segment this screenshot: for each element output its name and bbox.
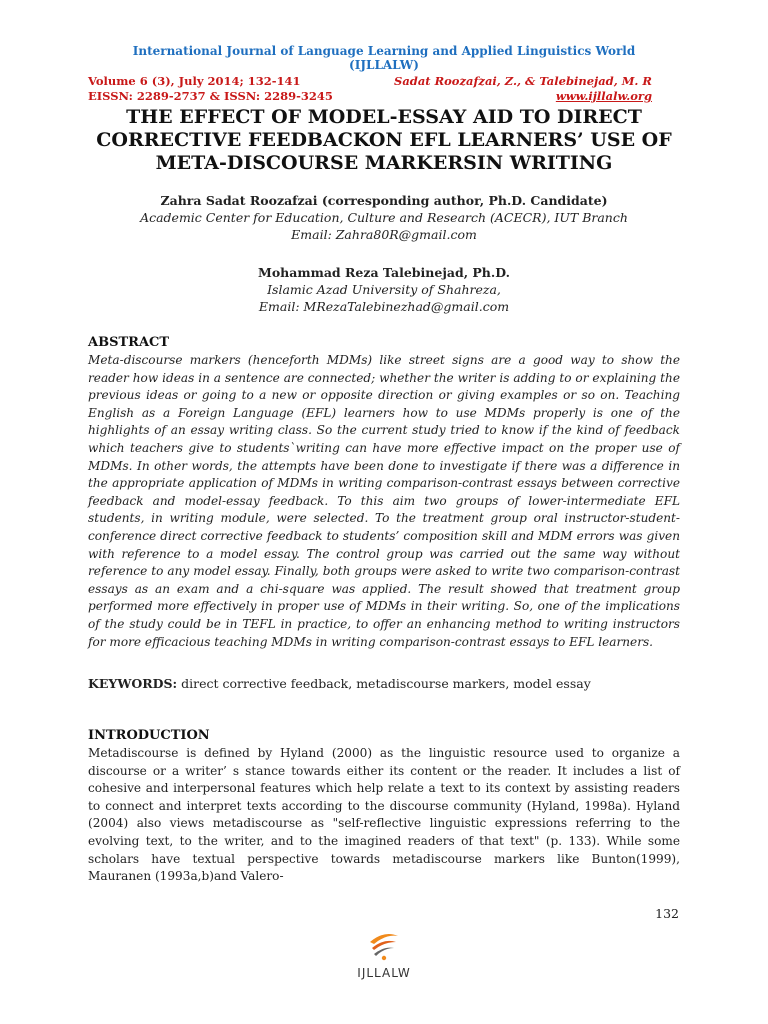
keywords-text: direct corrective feedback, metadiscourse markers, model essay [181,676,591,691]
journal-logo [334,928,434,988]
keywords-label: KEYWORDS: [88,676,178,691]
page-number: 132 [655,906,679,921]
author-block-1 [0,192,768,243]
keywords-line [88,676,591,691]
author-email: Email: MRezaTalebinezhad@gmail.com [258,299,510,314]
paper-title [60,106,708,175]
journal-name: International Journal of Language Learning and Applied Linguistics World [132,44,636,58]
issn-line: EISSN: 2289-2737 & ISSN: 2289-3245 [88,89,333,103]
author-email: Email: Zahra80R@gmail.com [291,227,477,242]
journal-url[interactable]: www.ijllalw.org [555,89,652,103]
author-block-2 [0,264,768,315]
title-line: META-DISCOURSE MARKERSIN WRITING [155,152,613,174]
introduction-body: Metadiscourse is defined by Hyland (2000) as the linguistic resource used to organize a discourse or a writer’ s stance towards either its content or the reader. It includes a list of cohesive and interpersonal features which help relate a text to its context by assisting readers to connect and interpret texts according to the discourse community (Hyland, 1998a). Hyland (2004) also views metadiscourse as "self-reflective linguistic expressions referring to the evolving text, to the writer, and to the imagined readers of that text" (p. 133). While some scholars have textual perspective towards metadiscourse markers like Bunton(1999), Mauranen (1993a,b)and Valero- [88,746,680,884]
title-line: CORRECTIVE FEEDBACKON EFL LEARNERS’ USE OF [96,129,672,151]
author-affiliation: Islamic Azad University of Shahreza, [267,282,501,297]
citation-info [394,74,652,104]
abstract-body: Meta-discourse markers (henceforth MDMs) like street signs are a good way to show the reader how ideas in a sentence are connected; whether the writer is adding to or explaining the previous ideas or going to a new or opposite direction or giving examples or so on. Teaching English as a Foreign Language (EFL) learners how to use MDMs properly is one of the highlights of an essay writing class. So the current study tried to know if the kind of feedback which teachers give to students`writing can have more effective impact on the proper use of MDMs. In other words, the attempts have been done to investigate if there was a difference in the appropriate application of MDMs in writing comparison-contrast essays between corrective feedback and model-essay feedback. To this aim two groups of lower-intermediate EFL students, in writing module, were selected. To the treatment group oral instructor-student-conference direct corrective feedback to students’ composition skill and MDM errors was given with reference to a model essay. The control group was carried out the same way without reference to any model essay. Finally, both groups were asked to write two comparison-contrast essays as an exam and a chi-square was applied. The result showed that treatment group performed more effectively in proper use of MDMs in their writing. So, one of the implications of the study could be in TEFL in practice, to offer an enhancing method to writing instructors for more efficacious teaching MDMs in writing comparison-contrast essays to EFL learners. [88,353,680,649]
author-name: Mohammad Reza Talebinejad, Ph.D. [258,265,510,280]
running-authors: Sadat Roozafzai, Z., & Talebinejad, M. R [394,74,652,88]
abstract-heading: ABSTRACT [88,335,170,350]
introduction-heading: INTRODUCTION [88,728,210,743]
logo-swirl-icon [366,928,402,962]
issue-info [88,74,333,104]
volume-line: Volume 6 (3), July 2014; 132-141 [88,74,301,88]
author-name: Zahra Sadat Roozafzai (corresponding author, Ph.D. Candidate) [160,193,608,208]
author-affiliation: Academic Center for Education, Culture and Research (ACECR), IUT Branch [140,210,628,225]
title-line: THE EFFECT OF MODEL-ESSAY AID TO DIRECT [126,106,642,128]
journal-abbrev: (IJLLALW) [349,58,419,72]
logo-wordmark: IJLLALW [357,966,411,980]
journal-header [0,44,768,72]
